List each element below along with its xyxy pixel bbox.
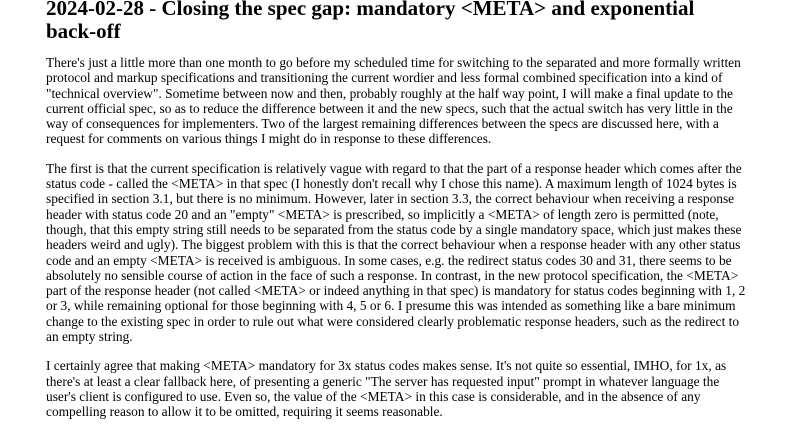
blog-post bbox=[46, 0, 746, 434]
post-paragraph-2: The first is that the current specification is relatively vague with regard to that the part of a response header which comes after the status code - called the <META> in that spec (I honestly don't recall why I chose this name). A maximum length of 1024 bytes is specified in section 3.1, but there is no minimum. However, later in section 3.3, the correct behaviour when receiving a response header with status code 20 and an "empty" <META> is prescribed, so implicitly a <META> of length zero is permitted (note, though, that this empty string still needs to be separated from the status code by a single mandatory space, which just makes these headers weird and ugly). The biggest problem with this is that the correct behaviour when a response header with any other status code and an empty <META> is received is ambiguous. In some cases, e.g. the redirect status codes 30 and 31, there seems to be absolutely no sensible course of action in the face of such a response. In contrast, in the new protocol specification, the <META> part of the response header (not called <META> or indeed anything in that spec) is mandatory for status codes beginning with 1, 2 or 3, while remaining optional for those beginning with 4, 5 or 6. I presume this was intended as something like a bare minimum change to the existing spec in order to rule out what were considered clearly problematic response headers, such as the redirect to an empty string. bbox=[46, 160, 746, 345]
post-paragraph-1: There's just a little more than one month to go before my scheduled time for switching to the separated and more formally written protocol and markup specifications and transitioning the current wordier and less formal combined specification into a kind of "technical overview". Sometime between now and then, probably roughly at the half way point, I will make a final update to the current official spec, so as to reduce the difference between it and the new specs, such that the actual switch has very little in the way of consequences for implementers. Two of the largest remaining differences between the specs are discussed here, with a request for comments on various things I might do in response to these differences. bbox=[46, 55, 741, 147]
post-paragraph-3: I certainly agree that making <META> mandatory for 3x status codes makes sense. It's not quite so essential, IMHO, for 1x, as there's at least a clear fallback here, of presenting a generic "The server has requested input" prompt in whatever language the user's client is configured to use. Even so, the value of the <META> in this case is considerable, and in the absence of any compelling reason to allow it to be omitted, requiring it seems reasonable. bbox=[46, 358, 727, 420]
post-title: 2024-02-28 - Closing the spec gap: mandatory <META> and exponential back-off bbox=[46, 0, 695, 43]
